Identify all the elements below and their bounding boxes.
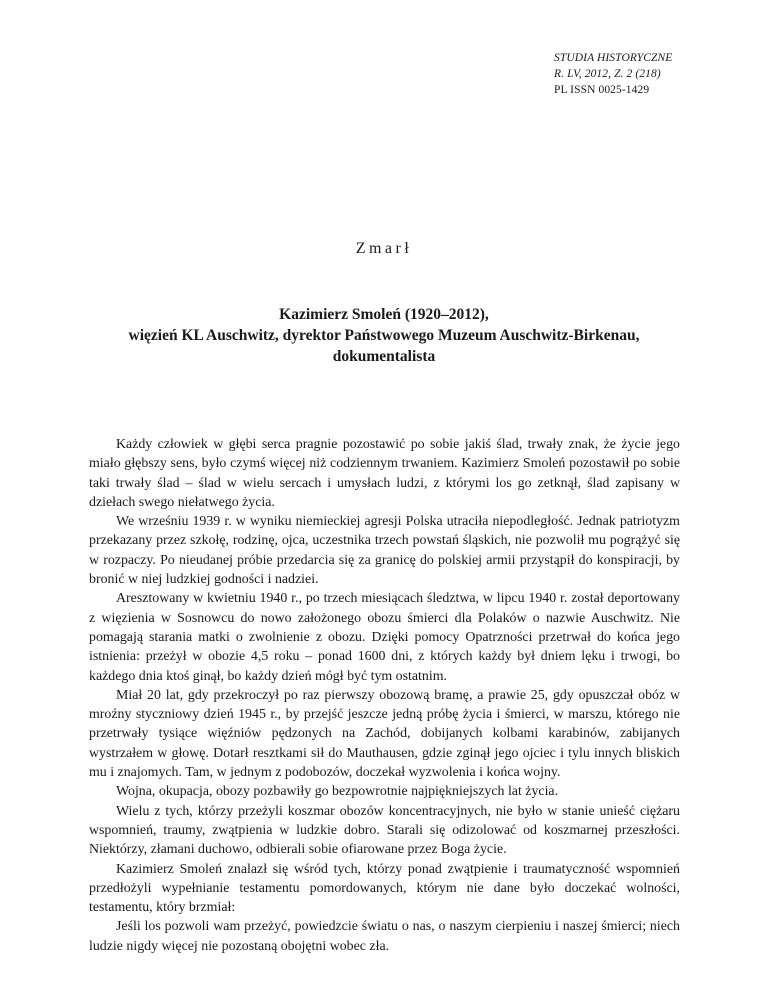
paragraph: We wrześniu 1939 r. w wyniku niemieckiej agresji Polska utraciła niepodległość. Jednak patriotyzm przekazany przez szkołę, rodzinę, ojca, uczestnika trzech powstań śląskich, nie pozwolił mu pogrążyć się w rozpaczy. Po nieudanej próbie przedarcia się za granicę do polskiej armii przystąpił do konspiracji, by bronić w niej ludzkiej godności i nadziei. xyxy=(89,514,680,588)
paragraph: Wielu z tych, którzy przeżyli koszmar obozów koncentracyjnych, nie było w stanie unieść ciężaru wspomnień, traumy, zwątpienia w ludzkie dobro. Starali się odizolować od koszmarnej przeszłości. Niektórzy, złamani duchowo, odbierali sobie ofiarowane przez Boga życie. xyxy=(89,803,680,858)
journal-name: STUDIA HISTORYCZNE xyxy=(554,52,673,64)
journal-volume: R. LV, 2012, Z. 2 (218) xyxy=(554,68,661,80)
paragraph: Kazimierz Smoleń znalazł się wśród tych, którzy ponad zwątpienie i traumatyczność wspomnień przedłożyli wypełnianie testamentu pomordowanych, którym nie dane było doczekać wolności, testamentu, który brzmiał: xyxy=(89,861,680,916)
paragraph: Każdy człowiek w głębi serca pragnie pozostawić po sobie jakiś ślad, trwały znak, że życie jego miało głębszy sens, było czymś więcej niż codziennym trwaniem. Kazimierz Smoleń pozostawił po sobie taki trwały ślad – ślad w wielu sercach i umysłach ludzi, z którymi los go zetknął, ślad zapisany w dziełach swego niełatwego życia. xyxy=(89,437,680,510)
journal-issn: PL ISSN 0025-1429 xyxy=(554,84,650,96)
paragraph: Wojna, okupacja, obozy pozbawiły go bezpowrotnie najpiękniejszych lat życia. xyxy=(116,784,559,800)
section-label: Zmarł xyxy=(355,240,413,257)
article-body xyxy=(89,435,680,956)
paragraph: Aresztowany w kwietniu 1940 r., po trzech miesiącach śledztwa, w lipcu 1940 r. został deportowany z więzienia w Sosnowcu do nowo założonego obozu śmierci dla Polaków o nazwie Auschwitz. Nie pomagają starania matki o zwolnienie z obozu. Dzięki pomocy Opatrzności przetrwał do końca jego istnienia: przeżył w obozie 4,5 roku – ponad 1600 dni, z których każdy był dniem lęku i trwogi, bo każdego dnia ktoś ginął, bo każdy dzień mógł być tym ostatnim. xyxy=(89,591,680,684)
paragraph: Miał 20 lat, gdy przekroczył po raz pierwszy obozową bramę, a prawie 25, gdy opuszczał obóz w mroźny styczniowy dzień 1945 r., by przejść jeszcze jedną próbę życia i śmierci, w marszu, którego nie przetrwały tysiące więźniów pędzonych na Zachód, dobijanych kolbami karabinów, zabijanych wystrzałem w głowę. Dotarł resztkami sił do Mauthausen, gdzie zginął jego ojciec i tylu innych bliskich mu i znajomych. Tam, w jednym z podobozów, doczekał wyzwolenia i końca wojny. xyxy=(89,687,680,781)
paragraph: Jeśli los pozwoli wam przeżyć, powiedzcie światu o nas, o naszym cierpieniu i naszej śmierci; niech ludzie nigdy więcej nie pozostaną obojętni wobec zła. xyxy=(89,919,680,954)
article-title xyxy=(90,304,678,367)
journal-header xyxy=(554,50,672,98)
title-line-1: Kazimierz Smoleń (1920–2012), xyxy=(279,306,489,323)
title-line-2: więzień KL Auschwitz, dyrektor Państwowego Muzeum Auschwitz-Birkenau, xyxy=(128,327,640,344)
title-line-3: dokumentalista xyxy=(332,348,436,365)
